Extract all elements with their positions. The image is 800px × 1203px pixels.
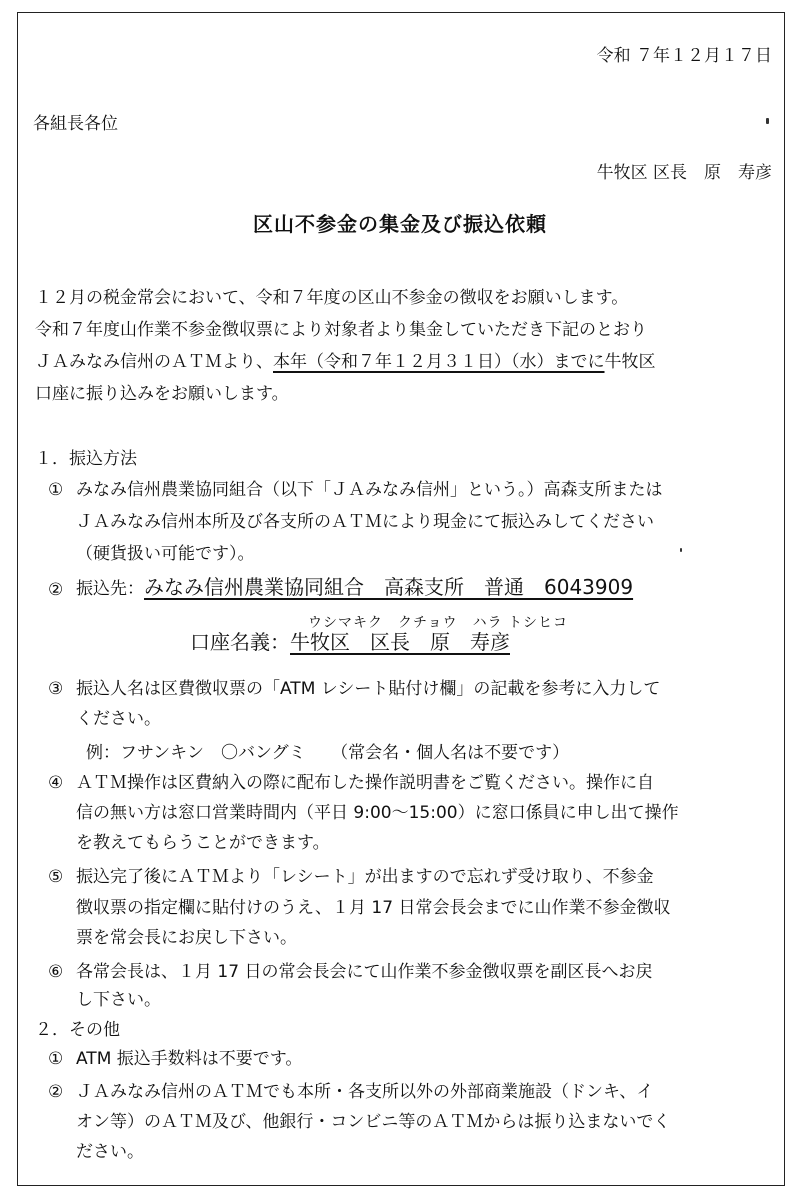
account-holder-label: 口座名義：: [190, 630, 290, 654]
item-1-2-mark: ②: [48, 580, 64, 600]
item-1-4-mark: ④: [48, 773, 64, 793]
item-1-6-line-2: し下さい。: [76, 990, 161, 1010]
transfer-destination: [76, 575, 633, 601]
intro-line-2: 令和７年度山作業不参金徴収票により対象者より集金していただき下記のとおり: [35, 320, 647, 340]
item-2-1-mark: ①: [48, 1049, 64, 1069]
section-1-heading: １．振込方法: [35, 449, 137, 469]
item-1-5-mark: ⑤: [48, 867, 64, 887]
intro-line-1: １２月の税金常会において、令和７年度の区山不参金の徴収をお願いします。: [35, 288, 629, 308]
deadline: 本年（令和７年１２月３１日）（水）までに: [273, 352, 605, 372]
account-holder-name: 牛牧区 区長 原 寿彦: [290, 630, 510, 654]
date: 令和 ７年１２月１７日: [596, 46, 772, 66]
item-1-1-line-2: ＪＡみなみ信州本所及び各支所のＡＴＭにより現金にて振込みしてください: [76, 512, 654, 532]
item-2-1-line-1: ATM 振込手数料は不要です。: [76, 1049, 303, 1069]
sender: 牛牧区 区長 原 寿彦: [596, 163, 772, 183]
item-1-5-line-2: 徴収票の指定欄に貼付けのうえ、１月 17 日常会長会までに山作業不参金徴収: [76, 898, 671, 918]
intro-line-4: 口座に振り込みをお願いします。: [35, 384, 289, 404]
section-2-heading: ２．その他: [35, 1020, 120, 1040]
item-1-3-example: 例：フサンキン 〇バングミ （常会名・個人名は不要です）: [86, 743, 570, 763]
scan-speck: [680, 548, 682, 552]
intro-line-3-pre: ＪＡみなみ信州のＡＴＭより、: [35, 352, 273, 372]
item-1-3-line-2: ください。: [76, 709, 161, 729]
item-2-2-line-1: ＪＡみなみ信州のＡＴＭでも本所・各支所以外の外部商業施設（ドンキ、イ: [76, 1082, 654, 1102]
item-1-6-mark: ⑥: [48, 962, 64, 982]
account-holder: [190, 630, 510, 654]
item-2-2-mark: ②: [48, 1082, 64, 1102]
item-1-4-line-3: を教えてもらうことができます。: [76, 833, 330, 853]
intro-line-3-post: 牛牧区: [604, 352, 656, 372]
item-2-2-line-2: オン等）のＡＴＭ及び、他銀行・コンビニ等のＡＴＭからは振り込まないでく: [76, 1112, 671, 1132]
item-1-3-line-1: 振込人名は区費徴収票の「ATM レシート貼付け欄」の記載を参考に入力して: [76, 679, 661, 699]
page-title: 区山不参金の集金及び振込依頼: [253, 212, 547, 236]
account-holder-kana: ウシマキク クチョウ ハラ トシヒコ: [308, 615, 569, 631]
bank-account: みなみ信州農業協同組合 高森支所 普通 6043909: [144, 575, 634, 599]
item-1-1-line-1: みなみ信州農業協同組合（以下「ＪＡみなみ信州」という。）高森支所または: [76, 480, 663, 500]
item-1-1-mark: ①: [48, 480, 64, 500]
item-1-4-line-2: 信の無い方は窓口営業時間内（平日 9:00〜15:00）に窓口係員に申し出て操作: [76, 803, 679, 823]
item-1-1-line-3: （硬貨扱い可能です）。: [76, 544, 255, 564]
item-1-5-line-1: 振込完了後にＡＴＭより「レシート」が出ますので忘れず受け取り、不参金: [76, 867, 654, 887]
item-1-5-line-3: 票を常会長にお戻し下さい。: [76, 928, 297, 948]
item-1-4-line-1: ＡＴＭ操作は区費納入の際に配布した操作説明書をご覧ください。操作に自: [76, 773, 654, 793]
item-1-3-mark: ③: [48, 679, 64, 699]
transfer-label: 振込先：: [76, 579, 144, 599]
item-2-2-line-3: ださい。: [76, 1142, 144, 1162]
item-1-6-line-1: 各常会長は、１月 17 日の常会長会にて山作業不参金徴収票を副区長へお戻: [76, 962, 653, 982]
intro-line-3: [35, 350, 656, 374]
scan-speck: [766, 118, 769, 124]
addressee: 各組長各位: [33, 114, 118, 134]
